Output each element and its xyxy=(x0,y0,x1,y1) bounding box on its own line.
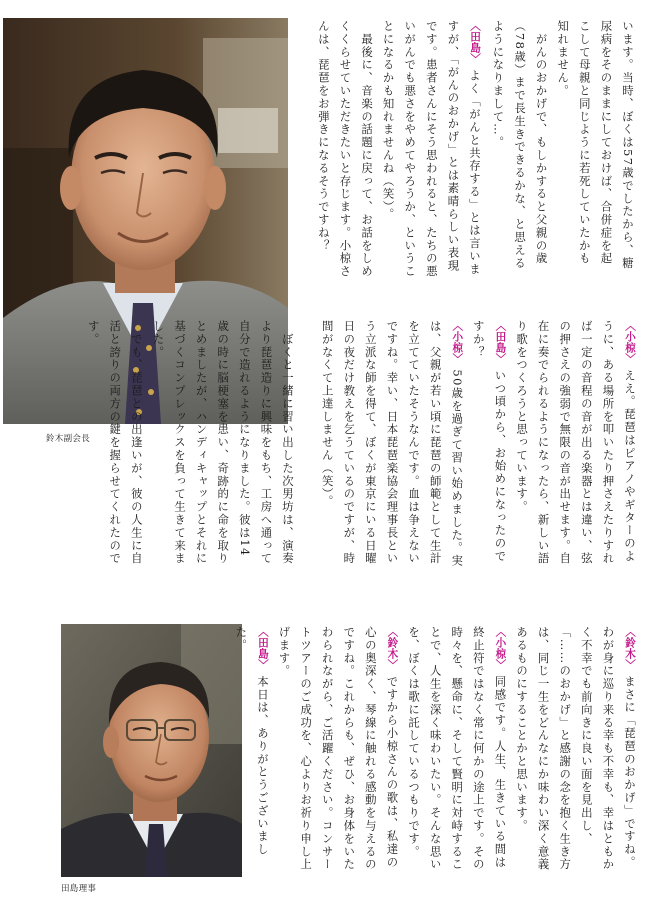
speaker-label-suzuki: 〈鈴木〉 xyxy=(624,626,636,671)
speaker-label-tajima: 〈田島〉 xyxy=(469,20,481,65)
text-block-middle-left xyxy=(40,320,298,568)
tajima-portrait-image xyxy=(61,624,242,877)
tajima-photo xyxy=(61,624,242,877)
paragraph: でも、琵琶との出逢いが、彼の人生に自活と誇りの両方の鍵を握らせてくれたのです。 xyxy=(86,320,144,566)
paragraph: 〈小椋〉ええ。琵琶はピアノやギターのように、ある場所を叩いたり押さえたりすれば一定の音程の音が出る楽器とは違い、弦の押さえの強弱で無限の音が出せます。自在に奏でられるようになったら、新しい語り歌をつくろうと思っています。 xyxy=(515,320,637,566)
suzuki-caption: 鈴木副会長 xyxy=(46,434,91,444)
speaker-label-tajima: 〈田島〉 xyxy=(494,320,507,365)
paragraph: 〈鈴木〉ですから小椋さんの歌は、私達の心の奥深く、琴線に触れる感動を与えるのですね。これからも、ぜひ、お身体をいたわられながら、ご活躍ください。コンサートツアーのご成功を、心よりお祈り申し上げます。 xyxy=(277,626,400,872)
paragraph: 〈田島〉いつ頃から、お始めになったのですか？ xyxy=(471,320,508,563)
speaker-label-tajima: 〈田島〉 xyxy=(256,626,269,671)
paragraph: 〈鈴木〉まさに「琵琶のおかげ」ですね。わが身に巡り来る幸も不幸も、幸はともかく不幸でも前向きに良い面を見出し、「……のおかげ」と感謝の念を抱く生き方は、同じ一生をどんなにか味わい深く意義あるものにすることかと思います。 xyxy=(515,626,637,872)
speaker-label-ogura: 〈小椋〉 xyxy=(494,626,507,671)
paragraph: います。当時、ぼくは57歳でしたから、糖尿病をそのままにしておけば、合併症を起こして母親と同じように若死していたかも知れません。 xyxy=(556,20,635,270)
text-block-bottom-right xyxy=(234,626,640,874)
text-block-top-right xyxy=(493,20,638,270)
paragraph: 最後に、音楽の話題に戻って、お話をしめくくらせていただきたいと存じます。小椋さんは、琵琶をお弾きになるそうですね？ xyxy=(316,20,375,279)
paragraph: 〈小椋〉同感です。人生、生きている間は終止符ではなく常に何かの途上です。その時々を、懸命に、そして賢明に対峙することで、人生を深く味わいたい。そんな思いを、ぼくは歌に託しているつもりです。 xyxy=(407,626,508,872)
paragraph: ぼくと一緒に習い出した次男坊は、演奏より琵琶造りに興味をもち、工房へ通って自分で造れるようになりました。彼は14歳の時に脳梗塞を患い、奇跡的に命を取りとめましたが、ハンディキャップとそれに基づくコンプレックスを負って生きて来ました。 xyxy=(151,320,295,566)
text-block-middle xyxy=(302,320,640,568)
tajima-caption: 田島理事 xyxy=(61,884,97,894)
speaker-label-ogura: 〈小椋〉 xyxy=(451,320,464,365)
speaker-label-suzuki: 〈鈴木〉 xyxy=(386,626,399,671)
text-block-top-left xyxy=(316,20,485,279)
speaker-label-ogura: 〈小椋〉 xyxy=(624,320,636,365)
paragraph: 〈小椋〉50歳を過ぎて習い始めました。実は、父親が若い頃に琵琶の師範として生計を立てていたそうなんです。血は争えないですね。幸い、日本琵琶楽協会理事長という立派な師を得て、ぼくが東京にいる日曜日の夜だけ教えを乞うているのですが、時間がなくて上達しません（笑）。 xyxy=(320,320,465,568)
paragraph: がんのおかげで、もしかすると父親の歳（78歳）まで長生きできるかな、と思えるようになりまして…。 xyxy=(491,20,549,270)
paragraph: 〈田島〉よく「がんと共存する」とは言いますが、「がんのおかげ」とは素晴らしい表現です。患者さんにそう思われると、たちの悪いがんでも悪さをやめてやろうか、ということになるかも知れませんね（笑）。 xyxy=(381,20,482,278)
paragraph: 〈田島〉本日は、ありがとうございました。 xyxy=(234,626,270,857)
